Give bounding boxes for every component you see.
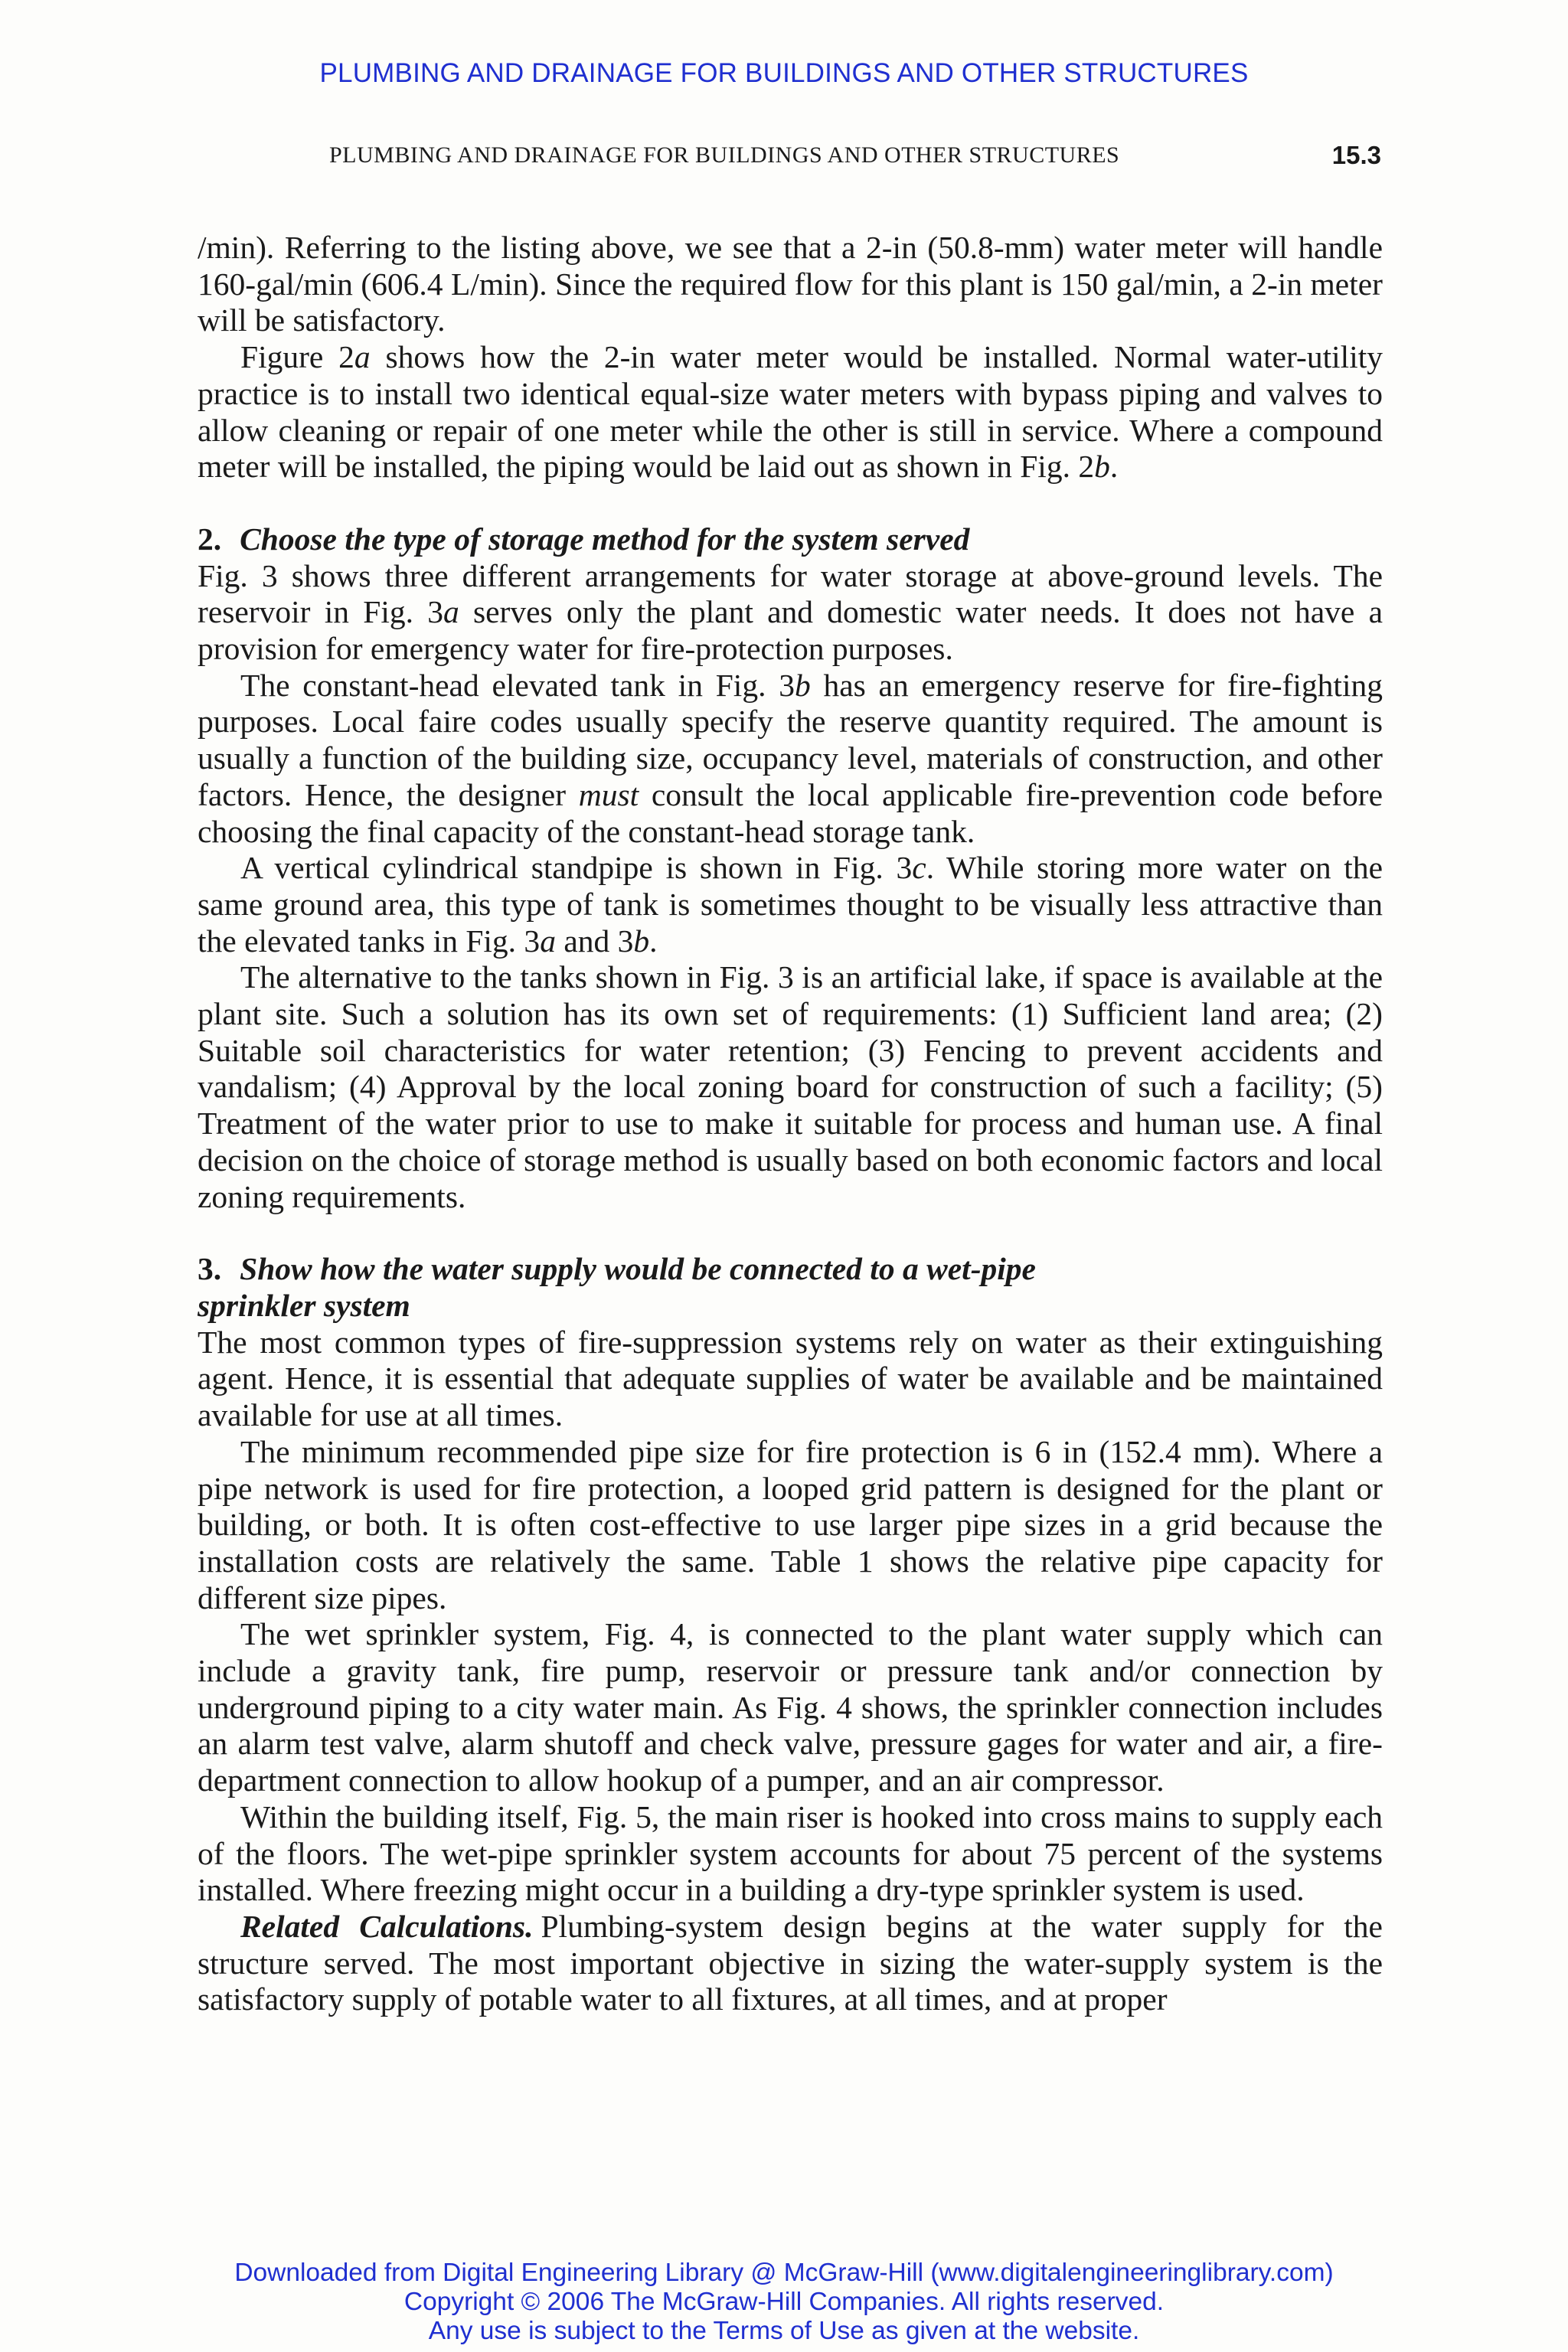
paragraph-artificial-lake: The alternative to the tanks shown in Fig. 3 is an artificial lake, if space is available at the plant site. Such a solution has its own set of requirements: (1) Sufficient land area; (2) Suitable soil characteristics for water retention; (3) Fencing to prevent accidents and vandalism; (4) Approval by the local zoning board for construction of such a facility; (5) Treatment of the water prior to use to make it suitable for process and human use. A final decision on the choice of storage method is usually based on both economic factors and local zoning requirements.	[198, 959, 1383, 1214]
paragraph-wet-sprinkler: The wet sprinkler system, Fig. 4, is connected to the plant water supply which can include a gravity tank, fire pump, reservoir or pressure tank and/or connection by underground piping to a city water main. As Fig. 4 shows, the sprinkler connection includes an alarm test valve, alarm shutoff and check valve, pressure gages for water and air, a fire-department connection to allow hookup of a pumper, and an air compressor.	[198, 1616, 1383, 1798]
step-3-heading	[198, 1251, 1383, 1324]
footer-terms-line: Any use is subject to the Terms of Use as given at the website.	[428, 2317, 1140, 2345]
paragraph-figure-2: Figure 2a shows how the 2-in water meter would be installed. Normal water-utility practice is to install two identical equal-size water meters with bypass piping and valves to allow cleaning or repair of one meter while the other is still in service. Where a compound meter will be installed, the piping would be laid out as shown in Fig. 2b.	[198, 339, 1383, 485]
paragraph-figure-3: Fig. 3 shows three different arrangements for water storage at above-ground levels. The reservoir in Fig. 3a serves only the plant and domestic water needs. It does not have a provision for emergency water for fire-protection purposes.	[198, 557, 1383, 667]
body-text	[198, 230, 1383, 2018]
top-banner-title: PLUMBING AND DRAINAGE FOR BUILDINGS AND OTHER STRUCTURES	[319, 58, 1249, 88]
step-3-number: 3.	[198, 1251, 222, 1287]
section-gap	[198, 485, 1383, 521]
paragraph-intro: /min). Referring to the listing above, we see that a 2-in (50.8-mm) water meter will handle 160-gal/min (606.4 L/min). Since the required flow for this plant is 150 gal/min, a 2-in meter will be satisfactory.	[198, 230, 1383, 338]
footer-copyright-line: Copyright © 2006 The McGraw-Hill Companies. All rights reserved.	[403, 2288, 1165, 2316]
footer-download-line: Downloaded from Digital Engineering Library @ McGraw-Hill (www.digitalengineeringlibrary.com)	[234, 2259, 1334, 2287]
paragraph-standpipe: A vertical cylindrical standpipe is shown in Fig. 3c. While storing more water on the same ground area, this type of tank is sometimes thought to be visually less attractive than the elevated tanks in Fig. 3a and 3b.	[198, 850, 1383, 959]
step-2-heading	[198, 521, 1383, 558]
paragraph-related-calculations: Related Calculations. Plumbing-system design begins at the water supply for the structure served. The most important objective in sizing the water-supply system is the satisfactory supply of potable water to all fixtures, at all times, and at proper	[198, 1908, 1383, 2017]
paragraph-fire-suppression: The most common types of fire-suppression systems rely on water as their extinguishing agent. Hence, it is essential that adequate supplies of water be available and be maintained available for use at all times.	[198, 1324, 1383, 1433]
step-3-title-line-1: Show how the water supply would be connected to a wet-pipe	[240, 1251, 1036, 1287]
paragraph-main-riser: Within the building itself, Fig. 5, the main riser is hooked into cross mains to supply each of the floors. The wet-pipe sprinkler system accounts for about 75 percent of the systems installed. Where freezing might occur in a building a dry-type sprinkler system is used.	[198, 1798, 1383, 1908]
related-calculations-lead: Related Calculations.	[240, 1908, 534, 1944]
paragraph-pipe-size: The minimum recommended pipe size for fire protection is 6 in (152.4 mm). Where a pipe network is used for fire protection, a looped grid pattern is designed for the plant or building, or both. It is often cost-effective to use larger pipe sizes in a grid because the installation costs are relatively the same. Table 1 shows the relative pipe capacity for different size pipes.	[198, 1433, 1383, 1615]
step-3-title-line-2: sprinkler system	[198, 1287, 410, 1323]
section-gap	[198, 1215, 1383, 1251]
running-head: PLUMBING AND DRAINAGE FOR BUILDINGS AND OTHER STRUCTURES	[329, 142, 1120, 168]
footer-notice	[0, 2259, 1568, 2346]
page-number: 15.3	[1331, 141, 1381, 169]
step-2-title: Choose the type of storage method for the system served	[240, 521, 970, 557]
step-2-number: 2.	[198, 521, 222, 557]
paragraph-constant-head-tank: The constant-head elevated tank in Fig. 3b has an emergency reserve for fire-fighting purposes. Local faire codes usually specify the reserve quantity required. The amount is usually a function of the building size, occupancy level, materials of construction, and other factors. Hence, the designer must consult the local applicable fire-prevention code before choosing the final capacity of the constant-head storage tank.	[198, 667, 1383, 849]
